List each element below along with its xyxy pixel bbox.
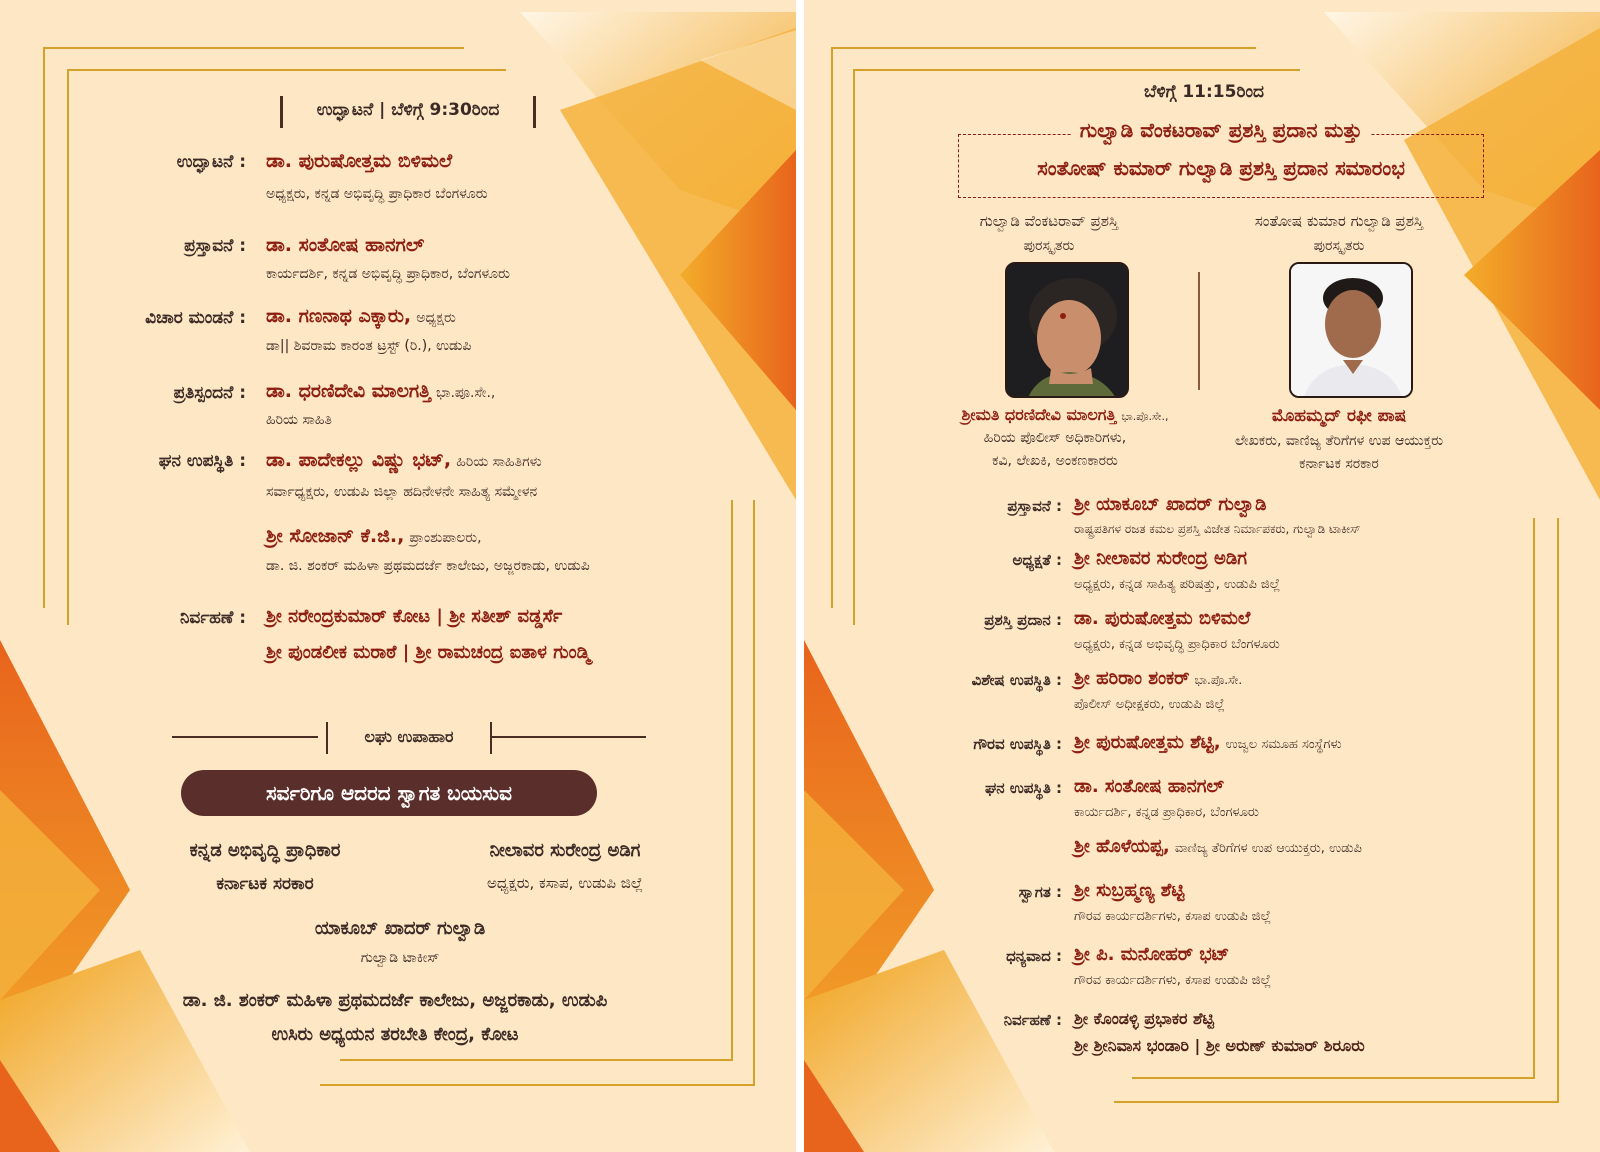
program-name: ಡಾ. ಸಂತೋಷ ಹಾನಗಲ್ <box>266 234 425 256</box>
program-sub: ಪೊಲೀಸ್ ಅಧೀಕ್ಷಕರು, ಉಡುಪಿ ಜಿಲ್ಲೆ <box>1074 697 1225 712</box>
program-sub: ಗೌರವ ಕಾರ್ಯದರ್ಶಿಗಳು, ಕಸಾಪ ಉಡುಪಿ ಜಿಲ್ಲೆ <box>1074 909 1272 924</box>
program-name: ಡಾ. ಗಣನಾಥ ಎಕ್ಕಾರು, <box>266 305 412 327</box>
award1-title: ಗುಲ್ವಾಡಿ ವೆಂಕಟರಾವ್ ಪ್ರಶಸ್ತಿ <box>979 212 1119 230</box>
anchor-names-line2: ಶ್ರೀ ಶ್ರೀನಿವಾಸ ಭಂಡಾರಿ | ಶ್ರೀ ಅರುಣ್ ಕುಮಾರ್ ಶಿರೂರು <box>1074 1036 1365 1055</box>
program-name-line <box>1074 836 1362 857</box>
host-sub: ಗುಲ್ವಾಡಿ ಟಾಕೀಸ್ <box>360 950 440 966</box>
program-name-suffix: ಹಿರಿಯ ಸಾಹಿತಿಗಳು <box>456 454 542 470</box>
award1-subtitle: ಪುರಸ್ಕೃತರು <box>1023 238 1075 254</box>
program-sub: ರಾಷ್ಟ್ರಪತಿಗಳ ರಜತ ಕಮಲ ಪ್ರಶಸ್ತಿ ವಿಜೇತ ನಿರ್ಮಾಪಕರು, ಗುಲ್ವಾಡಿ ಟಾಕೀಸ್ <box>1074 522 1361 536</box>
title-line1-text: ಗುಲ್ವಾಡಿ ವೆಂಕಟರಾವ್ ಪ್ರಶಸ್ತಿ ಪ್ರದಾನ ಮತ್ತು <box>1072 118 1370 142</box>
program-label: ವಿಚಾರ ಮಂಡನೆ : <box>145 308 246 328</box>
program-name: ಶ್ರೀ ಹರಿರಾಂ ಶಂಕರ್ <box>1074 668 1190 689</box>
program-sub: ಅಧ್ಯಕ್ಷರು, ಕನ್ನಡ ಅಭಿವೃದ್ಧಿ ಪ್ರಾಧಿಕಾರ ಬೆಂಗಳೂರು <box>1074 637 1280 652</box>
anchor-label: ನಿರ್ವಹಣೆ : <box>179 608 246 628</box>
program-sub: ಗೌರವ ಕಾರ್ಯದರ್ಶಿಗಳು, ಕಸಾಪ ಉಡುಪಿ ಜಿಲ್ಲೆ <box>1074 973 1272 988</box>
left-card <box>0 0 796 1152</box>
portrait-man-image <box>1291 264 1413 398</box>
program-sub: ಅಧ್ಯಕ್ಷರು, ಕನ್ನಡ ಅಭಿವೃದ್ಧಿ ಪ್ರಾಧಿಕಾರ ಬೆಂಗಳೂರು <box>266 186 488 202</box>
award1-name: ಶ್ರೀಮತಿ ಧರಣಿದೇವಿ ಮಾಲಗತ್ತಿ <box>961 405 1117 424</box>
program-name-line <box>266 449 542 471</box>
host-name: ನೀಲಾವರ ಸುರೇಂದ್ರ ಅಡಿಗ <box>489 840 641 861</box>
program-name: ಡಾ. ಪುರುಷೋತ್ತಮ ಬಿಳಿಮಲೆ <box>1074 608 1251 629</box>
program-name: ಶ್ರೀ ಪುರುಷೋತ್ತಮ ಶೆಟ್ಟಿ, <box>1074 732 1221 753</box>
award1-desc1: ಹಿರಿಯ ಪೊಲೀಸ್ ಅಧಿಕಾರಿಗಳು, <box>983 430 1127 446</box>
welcome-banner: ಸರ್ವರಿಗೂ ಆದರದ ಸ್ವಾಗತ ಬಯಸುವ <box>181 770 597 816</box>
program-name-line <box>266 380 495 402</box>
program-name-line <box>1074 668 1242 689</box>
program-label: ಅಧ್ಯಕ್ಷತೆ : <box>1012 551 1062 569</box>
program-sub: ಡಾ. ಜಿ. ಶಂಕರ್ ಮಹಿಳಾ ಪ್ರಥಮದರ್ಜೆ ಕಾಲೇಜು, ಅಜ್ಜರಕಾಡು, ಉಡುಪಿ <box>266 558 590 574</box>
program-name: ಡಾ. ಪುರುಷೋತ್ತಮ ಬಿಳಿಮಲೆ <box>266 150 453 172</box>
program-name: ಡಾ. ಸಂತೋಷ ಹಾನಗಲ್ <box>1074 776 1224 797</box>
award1-desc2: ಕವಿ, ಲೇಖಕಿ, ಅಂಕಣಕಾರರು <box>992 453 1118 469</box>
program-label: ವಿಶೇಷ ಉಪಸ್ಥಿತಿ : <box>971 671 1062 689</box>
award-divider <box>1198 272 1200 390</box>
host-name: ಕನ್ನಡ ಅಭಿವೃದ್ಧಿ ಪ್ರಾಧಿಕಾರ <box>189 840 341 861</box>
program-name-line <box>266 305 456 327</box>
host-sub: ಕರ್ನಾಟಕ ಸರಕಾರ <box>216 874 314 894</box>
program-sub: ಹಿರಿಯ ಸಾಹಿತಿ <box>266 412 332 428</box>
program-name: ಶ್ರೀ ಸುಬ್ರಹ್ಮಣ್ಯ ಶೆಟ್ಟಿ <box>1074 880 1185 901</box>
program-sub: ಕಾರ್ಯದರ್ಶಿ, ಕನ್ನಡ ಅಭಿವೃದ್ಧಿ ಪ್ರಾಧಿಕಾರ, ಬೆಂಗಳೂರು <box>266 266 510 282</box>
program-name: ಶ್ರೀ ನೀಲಾವರ ಸುರೇಂದ್ರ ಅಡಿಗ <box>1074 548 1247 569</box>
award2-name: ಮೊಹಮ್ಮದ್ ರಫೀ ಪಾಷ <box>1271 406 1407 426</box>
program-label: ಘನ ಉಪಸ್ಥಿತಿ : <box>158 451 246 471</box>
host-name: ಯಾಕೂಬ್ ಖಾದರ್ ಗುಲ್ವಾಡಿ <box>314 918 486 939</box>
program-label: ಪ್ರಶಸ್ತಿ ಪ್ರದಾನ : <box>984 611 1062 629</box>
anchor-label: ನಿರ್ವಹಣೆ : <box>1003 1011 1062 1029</box>
program-label: ಧನ್ಯವಾದ : <box>1006 947 1062 965</box>
program-label: ಗೌರವ ಉಪಸ್ಥಿತಿ : <box>973 735 1062 753</box>
program-name-line <box>266 525 482 547</box>
program-name: ಶ್ರೀ ಹೊಳೆಯಪ್ಪ, <box>1074 836 1170 857</box>
program-name-suffix: ಭಾ.ಪೊ.ಸೇ. <box>1194 673 1243 687</box>
program-name-suffix: ಭಾ.ಪೂ.ಸೇ., <box>435 385 496 401</box>
award2-title: ಸಂತೋಷ ಕುಮಾರ ಗುಲ್ವಾಡಿ ಪ್ರಶಸ್ತಿ <box>1254 212 1424 230</box>
award2-photo <box>1289 262 1413 398</box>
host-sub: ಅಧ್ಯಕ್ಷರು, ಕಸಾಪ, ಉಡುಪಿ ಜಿಲ್ಲೆ <box>487 874 643 892</box>
award2-subtitle: ಪುರಸ್ಕೃತರು <box>1313 238 1365 254</box>
program-label: ಪ್ರತಿಸ್ಪಂದನೆ : <box>173 383 246 403</box>
portrait-woman-image <box>1007 264 1129 398</box>
award2-desc1: ಲೇಖಕರು, ವಾಣಿಜ್ಯ ತೆರಿಗೆಗಳ ಉಪ ಆಯುಕ್ತರು <box>1234 433 1444 449</box>
program-sub: ಕಾರ್ಯದರ್ಶಿ, ಕನ್ನಡ ಪ್ರಾಧಿಕಾರ, ಬೆಂಗಳೂರು <box>1074 805 1259 820</box>
session-header: ಉದ್ಘಾಟನೆ | ಬೆಳಿಗ್ಗೆ 9:30ರಿಂದ <box>316 100 500 120</box>
program-name: ಡಾ. ಧರಣಿದೇವಿ ಮಾಲಗತ್ತಿ <box>266 380 431 402</box>
program-name-suffix: ಉಜ್ವಲ ಸಮೂಹ ಸಂಸ್ಥೆಗಳು <box>1225 737 1342 752</box>
award1-photo <box>1005 262 1129 398</box>
program-name: ಶ್ರೀ ಯಾಕೂಬ್ ಖಾದರ್ ಗುಲ್ವಾಡಿ <box>1074 494 1267 515</box>
program-label: ಪ್ರಸ್ತಾವನೆ : <box>184 236 246 256</box>
anchor-names-line1: ಶ್ರೀ ನರೇಂದ್ರಕುಮಾರ್ ಕೋಟ | ಶ್ರೀ ಸತೀಶ್ ವಡ್ಡರ್ಸೆ <box>266 606 563 627</box>
program-label: ಉದ್ಘಾಟನೆ : <box>176 152 246 172</box>
program-name: ಡಾ. ಪಾದೇಕಲ್ಲು ವಿಷ್ಣು ಭಟ್, <box>266 449 452 471</box>
program-sub: ಡಾ|| ಶಿವರಾಮ ಕಾರಂತ ಟ್ರಸ್ಟ್ (ರಿ.), ಉಡುಪಿ <box>266 338 472 354</box>
award1-name-line <box>930 405 1200 425</box>
program-name-suffix: ವಾಣಿಜ್ಯ ತೆರಿಗೆಗಳ ಉಪ ಆಯುಕ್ತರು, ಉಡುಪಿ <box>1174 841 1362 856</box>
program-sub: ಅಧ್ಯಕ್ಷರು, ಕನ್ನಡ ಸಾಹಿತ್ಯ ಪರಿಷತ್ತು, ಉಡುಪಿ ಜಿಲ್ಲೆ <box>1074 577 1281 592</box>
program-sub: ಸರ್ವಾಧ್ಯಕ್ಷರು, ಉಡುಪಿ ಜಿಲ್ಲಾ ಹದಿನೇಳನೇ ಸಾಹಿತ್ಯ ಸಮ್ಮೇಳನ <box>266 484 538 500</box>
program-name: ಶ್ರೀ ಪಿ. ಮನೋಹರ್ ಭಟ್ <box>1074 944 1230 965</box>
award2-desc2: ಕರ್ನಾಟಕ ಸರಕಾರ <box>1299 456 1379 472</box>
program-name-line <box>1074 732 1342 753</box>
host-name: ಡಾ. ಜಿ. ಶಂಕರ್ ಮಹಿಳಾ ಪ್ರಥಮದರ್ಜೆ ಕಾಲೇಜು, ಅಜ್ಜರಕಾಡು, ಉಡುಪಿ <box>182 990 608 1011</box>
title-line1 <box>958 118 1484 142</box>
title-line2: ಸಂತೋಷ್ ಕುಮಾರ್ ಗುಲ್ವಾಡಿ ಪ್ರಶಸ್ತಿ ಪ್ರದಾನ ಸಮಾರಂಭ <box>1037 156 1405 180</box>
refreshment-label: ಲಘು ಉಪಾಹಾರ <box>364 727 454 746</box>
host-sub: ಉಸಿರು ಅಧ್ಯಯನ ತರಬೇತಿ ಕೇಂದ್ರ, ಕೋಟ <box>271 1024 519 1045</box>
right-card <box>804 0 1600 1152</box>
anchor-names-line1: ಶ್ರೀ ಕೊಂಡಳ್ಳಿ ಪ್ರಭಾಕರ ಶೆಟ್ಟಿ <box>1074 1009 1215 1028</box>
program-label: ಘನ ಉಪಸ್ಥಿತಿ : <box>985 779 1062 797</box>
program-name: ಶ್ರೀ ಸೋಜಾನ್ ಕೆ.ಜಿ., <box>266 525 405 547</box>
award1-name-suffix: ಭಾ.ಪೊ.ಸೇ., <box>1121 410 1169 423</box>
program-label: ಸ್ವಾಗತ : <box>1018 883 1062 901</box>
program-label: ಪ್ರಸ್ತಾವನೆ : <box>1007 497 1062 515</box>
program-name-suffix: ಅಧ್ಯಕ್ಷರು <box>416 310 456 326</box>
session-time: ಬೆಳಿಗ್ಗೆ 11:15ರಿಂದ <box>1144 82 1264 102</box>
program-name-suffix: ಪ್ರಾಂಶುಪಾಲರು, <box>409 530 482 546</box>
anchor-names-line2: ಶ್ರೀ ಪುಂಡಲೀಕ ಮರಾಠೆ | ಶ್ರೀ ರಾಮಚಂದ್ರ ಐತಾಳ ಗುಂಡ್ಮಿ <box>266 642 591 663</box>
